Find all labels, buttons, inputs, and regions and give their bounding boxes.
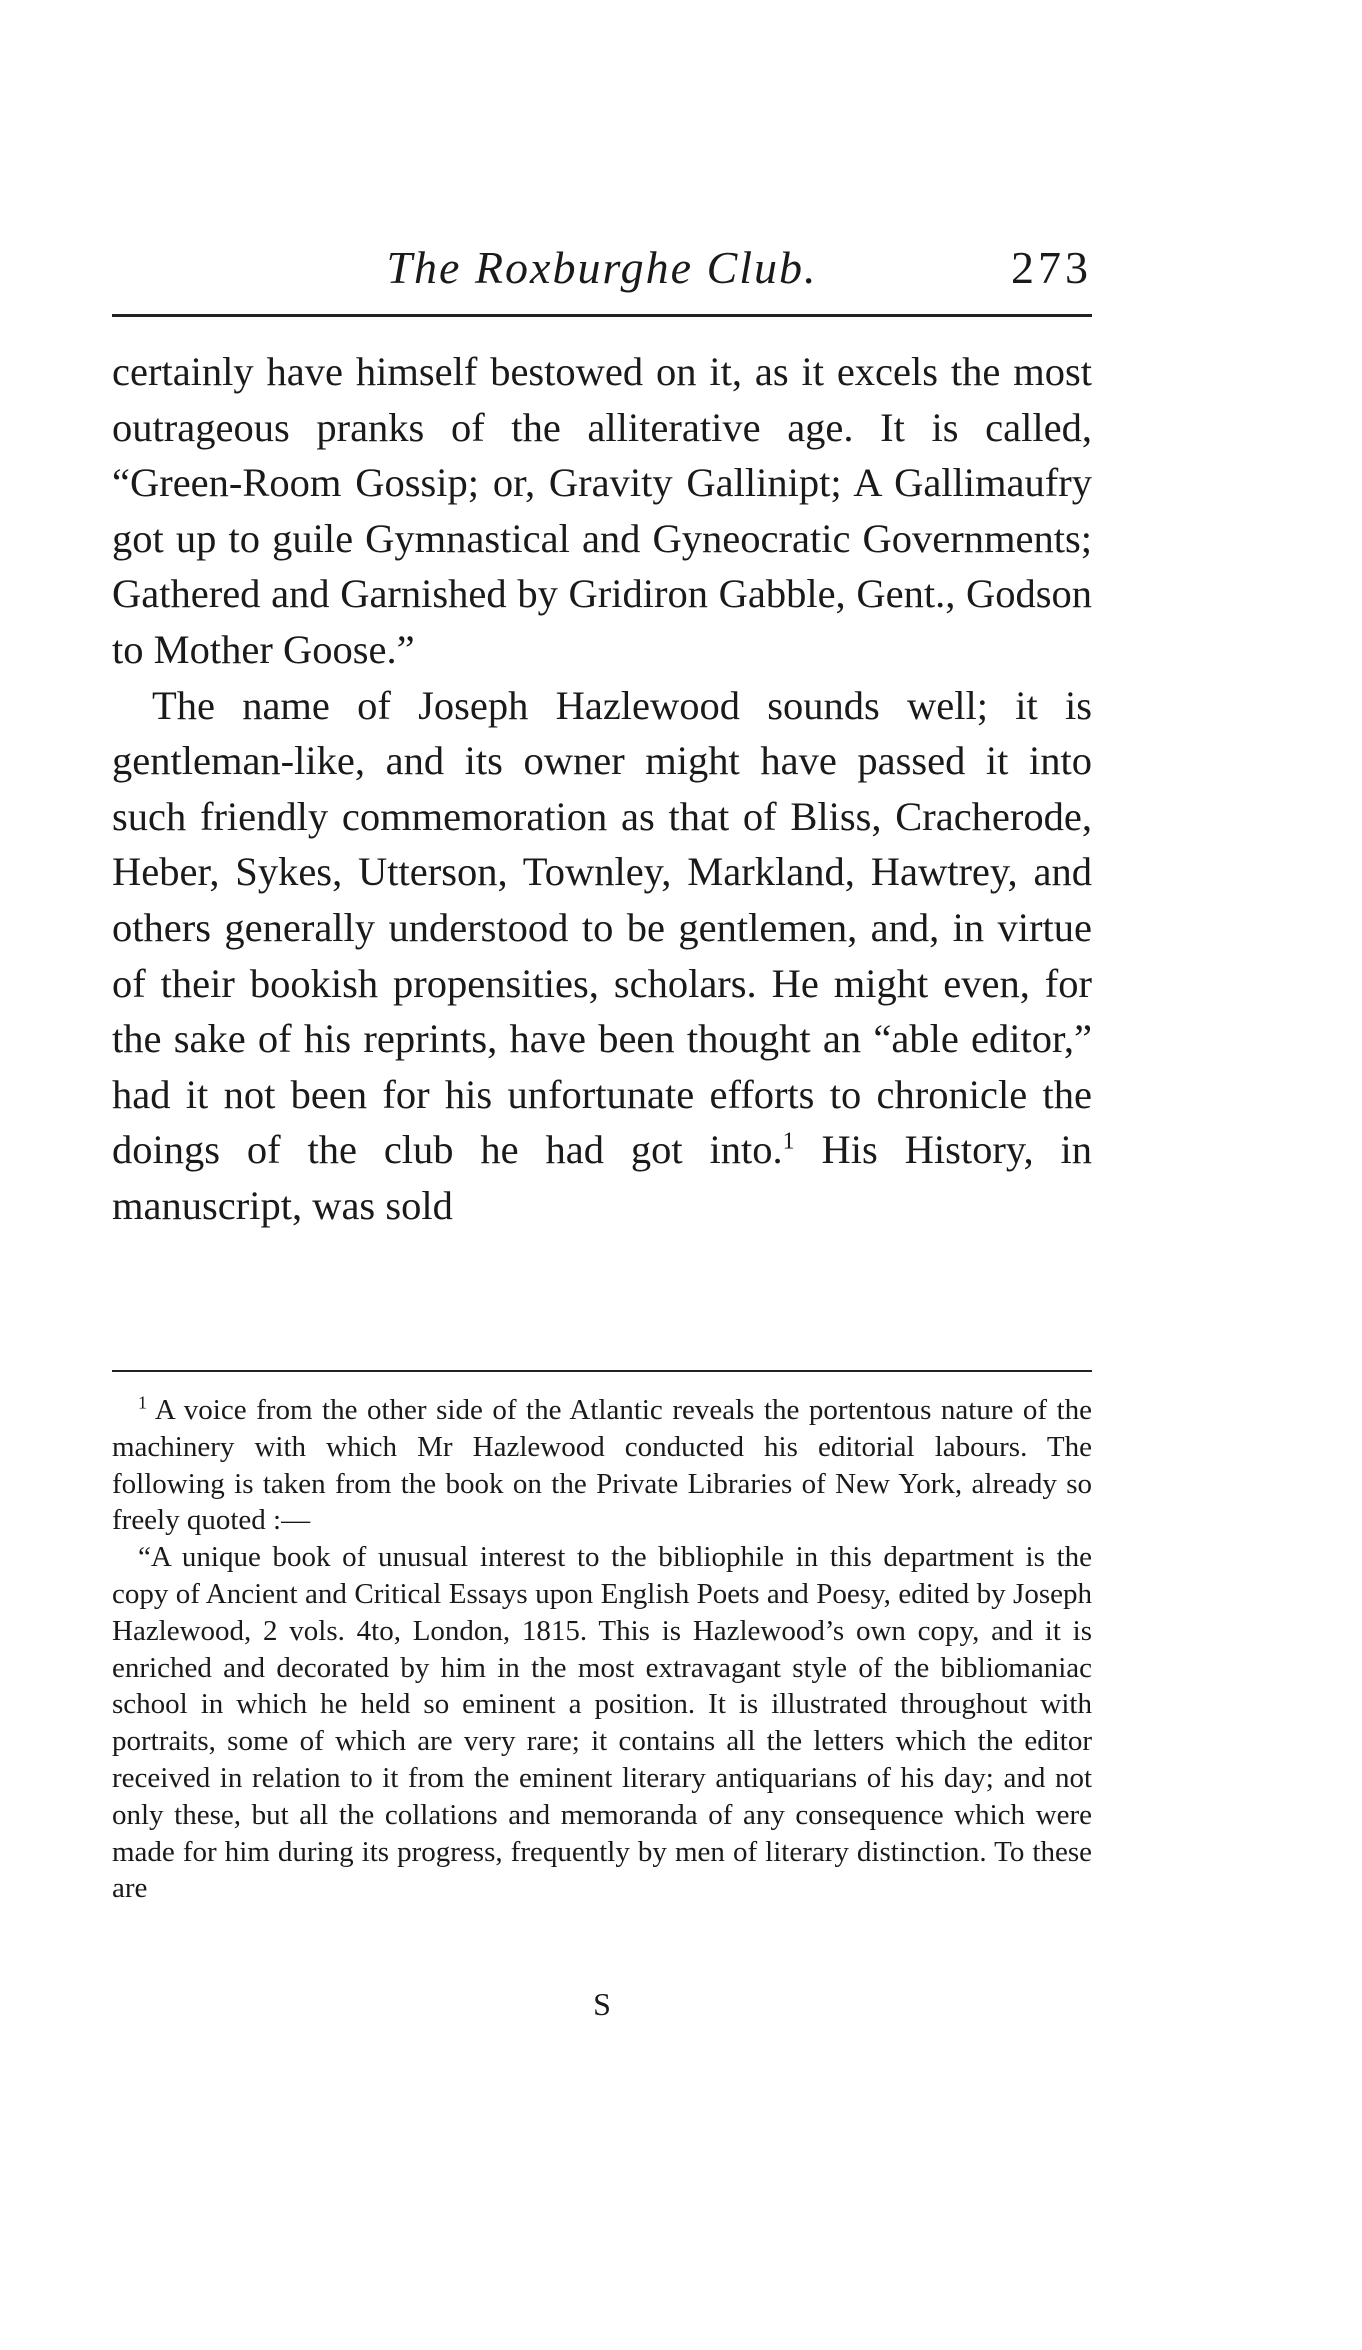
footnote-rule (112, 1370, 1092, 1372)
book-page (112, 0, 1092, 2350)
paragraph-2-continuation: His History, in manuscript, was sold (112, 1127, 1092, 1228)
page-number: 273 (1011, 242, 1092, 293)
main-text (112, 344, 1092, 1234)
footnote-1-quotation: “A unique book of unusual interest to the bibliophile in this department is the copy of Ancient and Critical Essays upon English Poets and Poesy, edited by Joseph Hazlewood, 2 vols. 4to, London, 1815. This is Hazlewood’s own copy, and it is enriched and decorated by him in the most extravagant style of the bibliomaniac school in which he held so eminent a position. It is illustrated throughout with portraits, some of which are very rare; it contains all the letters which the editor received in relation to it from the eminent literary antiquarians of his day; and not only these, but all the collations and memoranda of any consequence which were made for him during its progress, frequently by men of literary distinction. To these are (112, 1541, 1092, 1905)
paragraph-1: certainly have himself bestowed on it, as it excels the most outrageous pranks of the alliterative age. It is called, “Green-Room Gossip; or, Gravity Gallinipt; A Gallimaufry got up to guile Gymnastical and Gyneocratic Governments; Gathered and Garnished by Gridiron Gabble, Gent., Godson to Mother Goose.” (112, 349, 1092, 672)
footnote-mark: 1 (138, 1392, 147, 1413)
footnote-reference: 1 (782, 1128, 795, 1155)
footnote-1 (112, 1392, 1092, 1539)
paragraph-2-text: The name of Joseph Hazlewood sounds well; it is gentleman-like, and its owner might have passed it into such friendly commemoration as that of Bliss, Cracherode, Heber, Sykes, Utterson, Townley, Markland, Hawtrey, and others generally understood to be gentlemen, and, in virtue of their bookish propensities, scholars. He might even, for the sake of his reprints, have been thought an “able editor,” had it not been for his unfortunate efforts to chronicle the doings of the club he had got into. (112, 682, 1092, 1173)
running-title: The Roxburghe Club. (386, 242, 818, 293)
footnotes (112, 1392, 1092, 1907)
signature-mark: S (593, 1986, 611, 2022)
paragraph-2 (112, 678, 1092, 1234)
footnote-1-text: A voice from the other side of the Atlantic reveals the portentous nature of the machinery with which Mr Hazlewood conducted his editorial labours. The following is taken from the book on the Private Libraries of New York, already so freely quoted :— (112, 1394, 1092, 1537)
running-head (112, 236, 1092, 300)
header-rule (112, 314, 1092, 317)
